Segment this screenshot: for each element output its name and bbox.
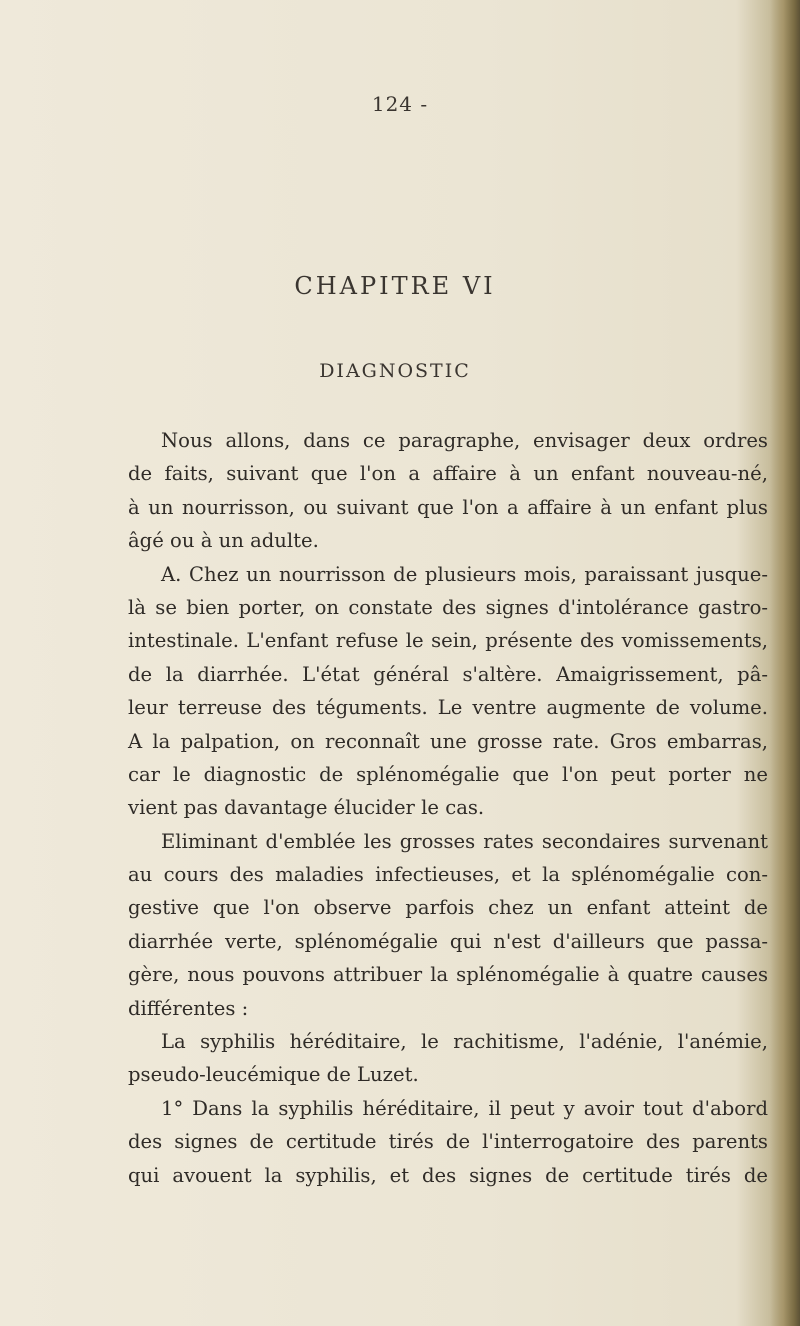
text-line: diarrhée verte, splénomégalie qui n'est d'ailleurs que passa- [128,929,768,953]
text-line: là se bien porter, on constate des signes d'intolérance gastro- [128,595,768,619]
section-title: DIAGNOSTIC [319,360,471,382]
text-line: intestinale. L'enfant refuse le sein, présente des vomissements, [128,629,768,653]
text-line: à un nourrisson, ou suivant que l'on a affaire à un enfant plus [128,495,768,519]
text-line: Eliminant d'emblée les grosses rates secondaires survenant [161,829,768,853]
page-edge [770,0,800,1326]
text-line: au cours des maladies infectieuses, et la splénomégalie con- [128,863,768,887]
text-line: car le diagnostic de splénomégalie que l'on peut porter ne [128,762,768,786]
text-line: gère, nous pouvons attribuer la splénomégalie à quatre causes [128,963,768,987]
text-line: 1° Dans la syphilis héréditaire, il peut y avoir tout d'abord [161,1096,768,1120]
text-line: A la palpation, on reconnaît une grosse rate. Gros embarras, [128,729,768,753]
text-line: différentes : [128,996,249,1020]
text-line: Nous allons, dans ce paragraphe, envisager deux ordres [161,429,768,452]
text-line: des signes de certitude tirés de l'interrogatoire des parents [128,1130,768,1154]
text-line: de faits, suivant que l'on a affaire à un enfant nouveau-né, [128,462,768,486]
page-number: 124 - [371,92,429,116]
text-line: qui avouent la syphilis, et des signes de certitude tirés de [128,1163,768,1187]
text-line: La syphilis héréditaire, le rachitisme, l'adénie, l'anémie, [161,1030,768,1054]
body-text [128,424,768,1192]
text-line: A. Chez un nourrisson de plusieurs mois, paraissant jusque- [161,562,768,586]
text-line: pseudo-leucémique de Luzet. [128,1063,419,1087]
text-line: gestive que l'on observe parfois chez un enfant atteint de [128,896,768,920]
text-line: vient pas davantage élucider le cas. [128,796,485,820]
text-line: leur terreuse des téguments. Le ventre augmente de volume. [128,696,768,720]
chapter-title: CHAPITRE VI [294,272,496,300]
text-line: de la diarrhée. L'état général s'altère. Amaigrissement, pâ- [128,662,768,686]
text-line: âgé ou à un adulte. [128,529,319,553]
